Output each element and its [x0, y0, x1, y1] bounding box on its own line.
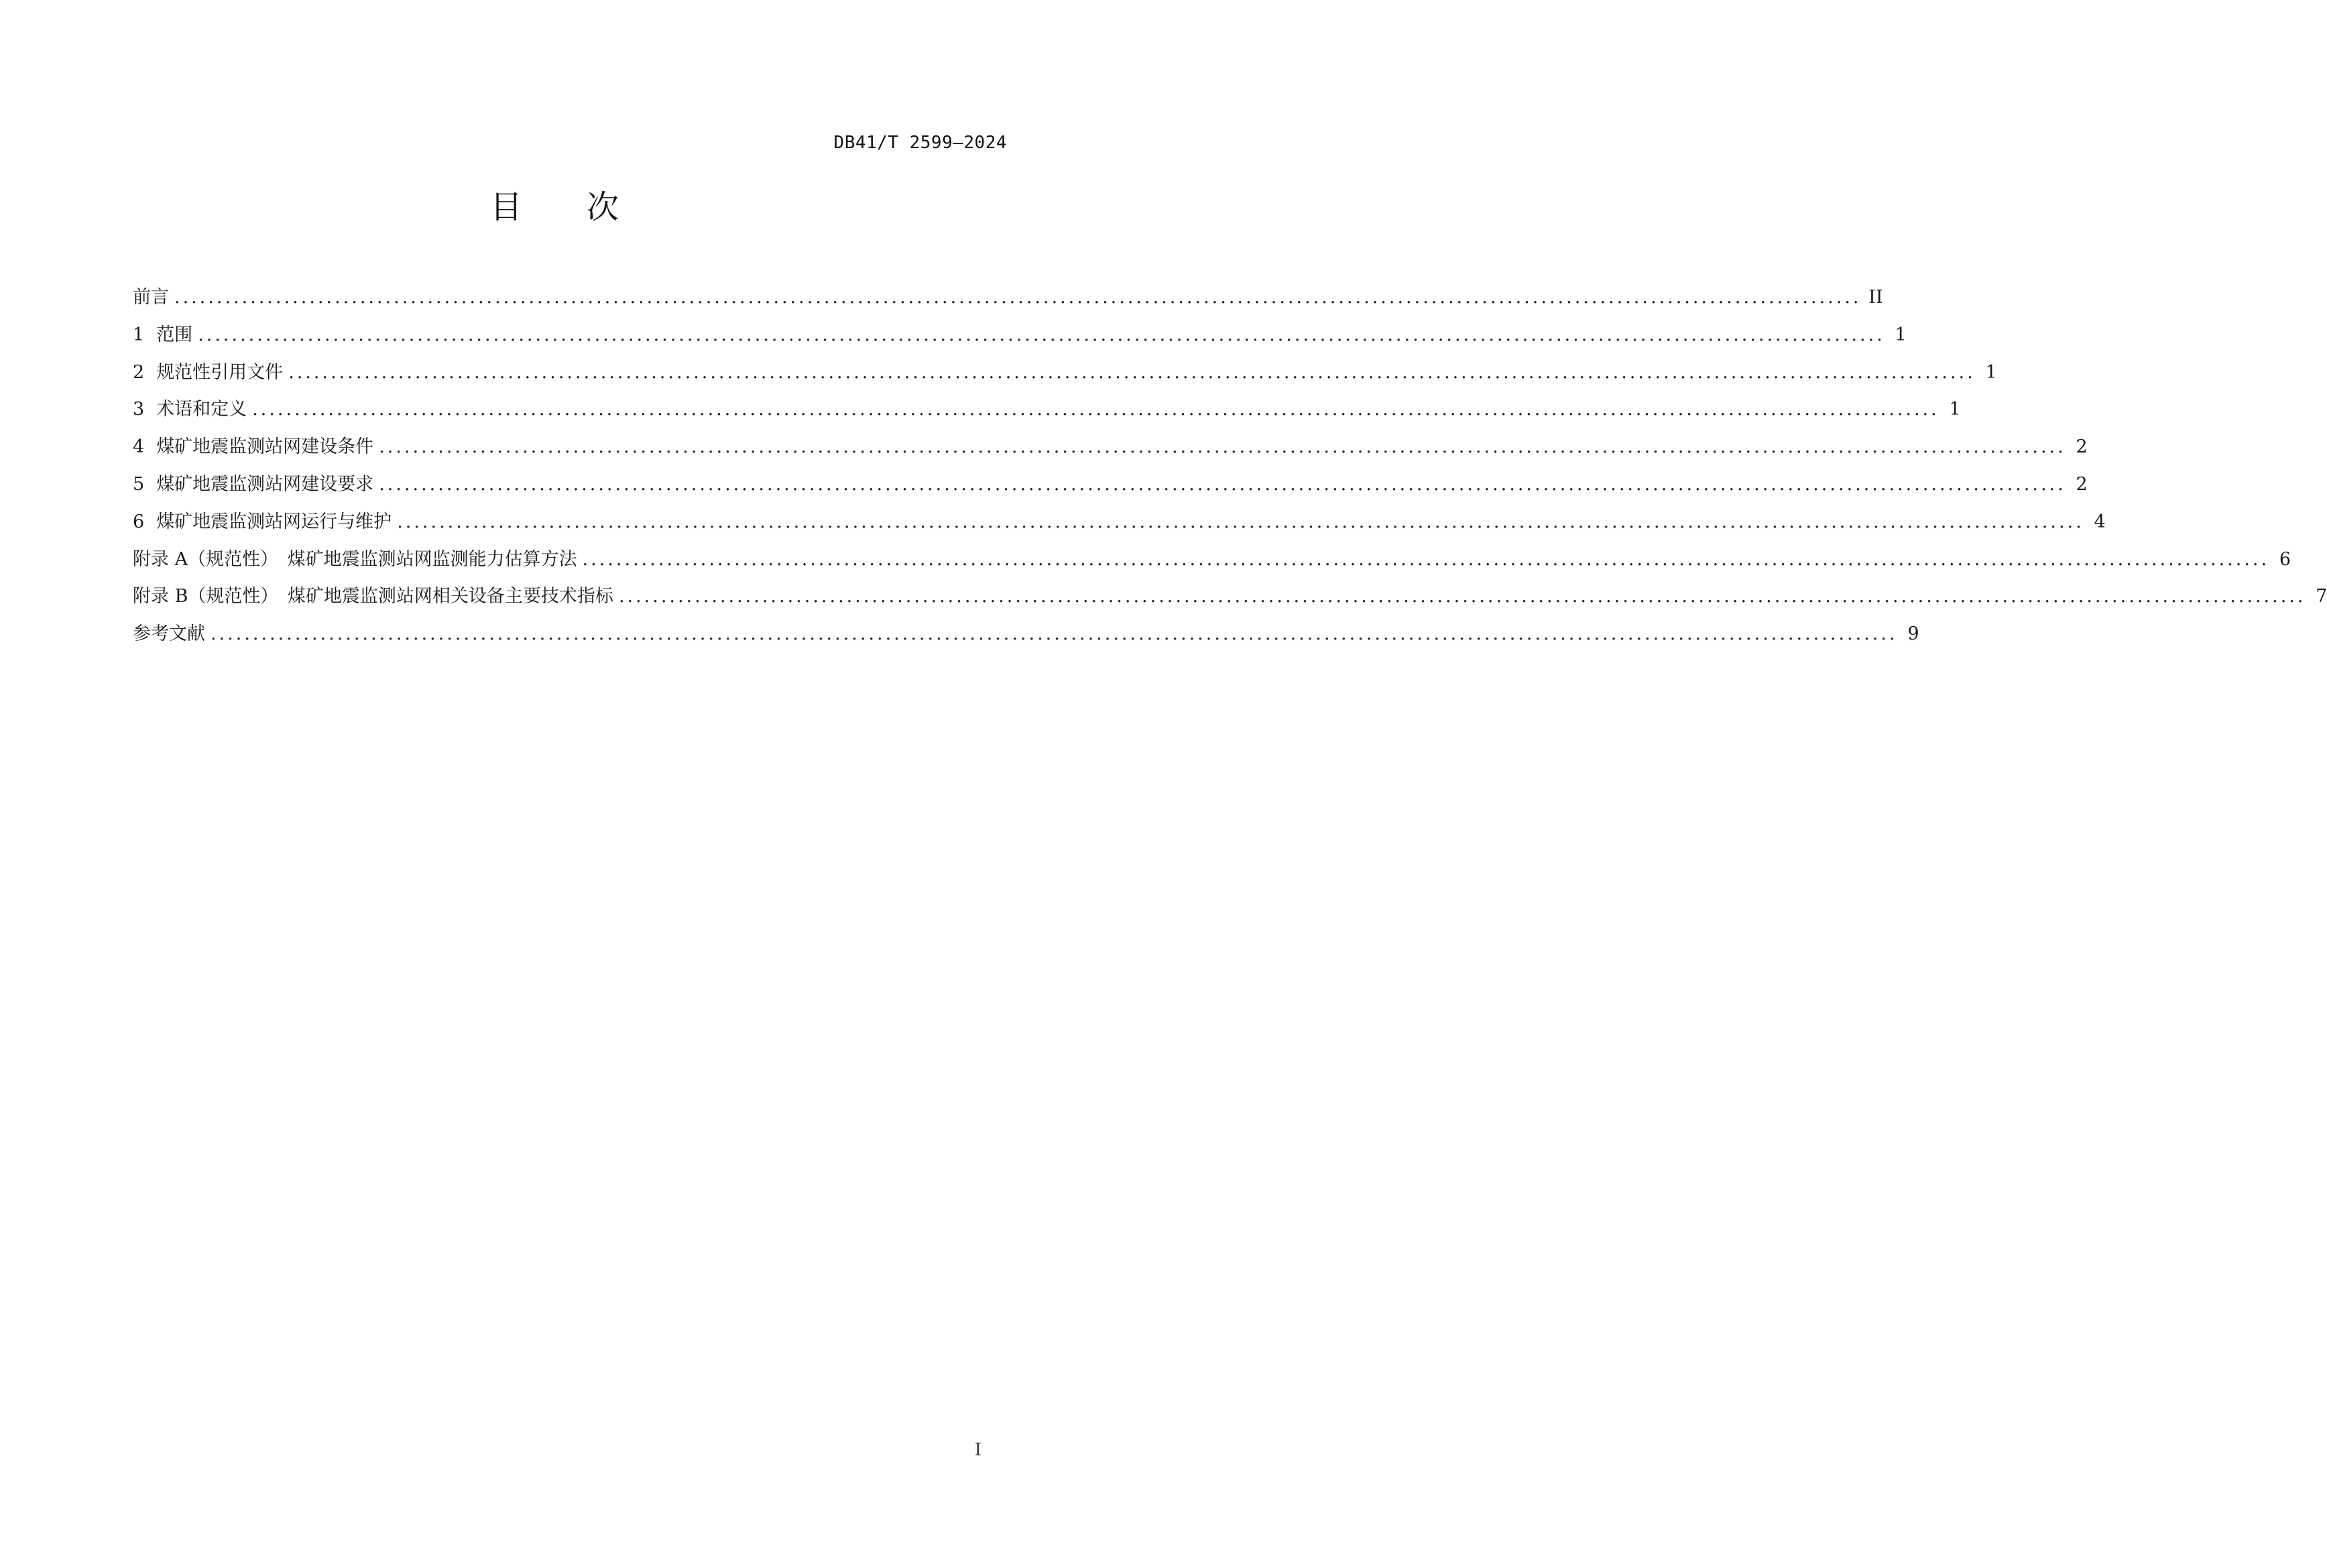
toc-entry[interactable] — [133, 398, 1961, 435]
toc-entry-number: 5 — [133, 473, 145, 495]
toc-entry-number: 6 — [133, 511, 145, 532]
toc-entry-label — [133, 622, 205, 646]
toc-entry-text: 煤矿地震监测站网建设要求 — [156, 473, 374, 495]
dot-leader: ........................................................................................................................................................................................................ — [618, 586, 2306, 607]
toc-entry[interactable] — [133, 510, 2106, 548]
toc-entry-page: 1 — [1985, 361, 1997, 383]
toc-entry-text: 参考文献 — [133, 623, 205, 645]
toc-entry-label — [133, 585, 613, 609]
toc-entry-page: 2 — [2076, 436, 2088, 458]
toc-title: 目 次 — [489, 188, 619, 226]
toc-entry-number: 2 — [133, 361, 145, 383]
toc-entry-page: 1 — [1949, 399, 1961, 420]
toc-entry-label — [133, 398, 247, 422]
toc-entry-page: 4 — [2094, 511, 2106, 532]
toc-entry-page: 2 — [2076, 473, 2088, 495]
dot-leader: ........................................................................................................................................................................................................ — [397, 511, 2084, 532]
dot-leader: ........................................................................................................................................................................................................ — [379, 436, 2066, 458]
dot-leader: ........................................................................................................................................................................................................ — [288, 361, 1976, 383]
toc-entry[interactable] — [133, 548, 2291, 585]
toc-entry-page: II — [1868, 287, 1883, 308]
toc-entry-text: 范围 — [156, 324, 193, 345]
toc-entry-text: 规范性引用文件 — [156, 361, 284, 383]
toc-entry[interactable] — [133, 286, 1883, 323]
footer-page-number: I — [974, 1440, 981, 1460]
table-of-contents — [133, 286, 2327, 660]
dot-leader: ........................................................................................................................................................................................................ — [211, 623, 1898, 645]
toc-entry-label — [133, 510, 392, 534]
toc-entry-text: 煤矿地震监测站网运行与维护 — [156, 511, 392, 532]
document-code: DB41/T 2599—2024 — [833, 133, 1007, 153]
toc-entry-page: 6 — [2279, 548, 2291, 570]
toc-entry[interactable] — [133, 323, 1907, 361]
toc-entry-label — [133, 323, 192, 347]
toc-entry-label — [133, 361, 283, 385]
toc-entry[interactable] — [133, 622, 1919, 660]
dot-leader: ........................................................................................................................................................................................................ — [174, 287, 1862, 308]
toc-entry[interactable] — [133, 473, 2088, 510]
dot-leader: ........................................................................................................................................................................................................ — [252, 399, 1940, 420]
toc-entry-text: 附录 B（规范性） 煤矿地震监测站网相关设备主要技术指标 — [133, 586, 613, 607]
toc-entry-text: 术语和定义 — [156, 399, 247, 420]
toc-entry-label — [133, 473, 373, 497]
toc-entry-label — [133, 286, 169, 310]
toc-entry[interactable] — [133, 361, 1997, 398]
toc-entry-number: 3 — [133, 399, 145, 420]
dot-leader: ........................................................................................................................................................................................................ — [582, 548, 2270, 570]
toc-entry-label — [133, 548, 577, 572]
toc-entry-page: 1 — [1895, 324, 1907, 345]
toc-entry-text: 附录 A（规范性） 煤矿地震监测站网监测能力估算方法 — [133, 548, 577, 570]
toc-entry-text: 前言 — [133, 287, 169, 308]
toc-entry-label — [133, 435, 373, 459]
dot-leader: ........................................................................................................................................................................................................ — [198, 324, 1885, 345]
toc-entry[interactable] — [133, 585, 2327, 622]
toc-entry[interactable] — [133, 435, 2088, 473]
dot-leader: ........................................................................................................................................................................................................ — [379, 473, 2066, 495]
toc-entry-page: 9 — [1907, 623, 1919, 645]
toc-entry-number: 1 — [133, 324, 145, 345]
toc-entry-number: 4 — [133, 436, 145, 458]
toc-entry-text: 煤矿地震监测站网建设条件 — [156, 436, 374, 458]
toc-entry-page: 7 — [2316, 586, 2327, 607]
